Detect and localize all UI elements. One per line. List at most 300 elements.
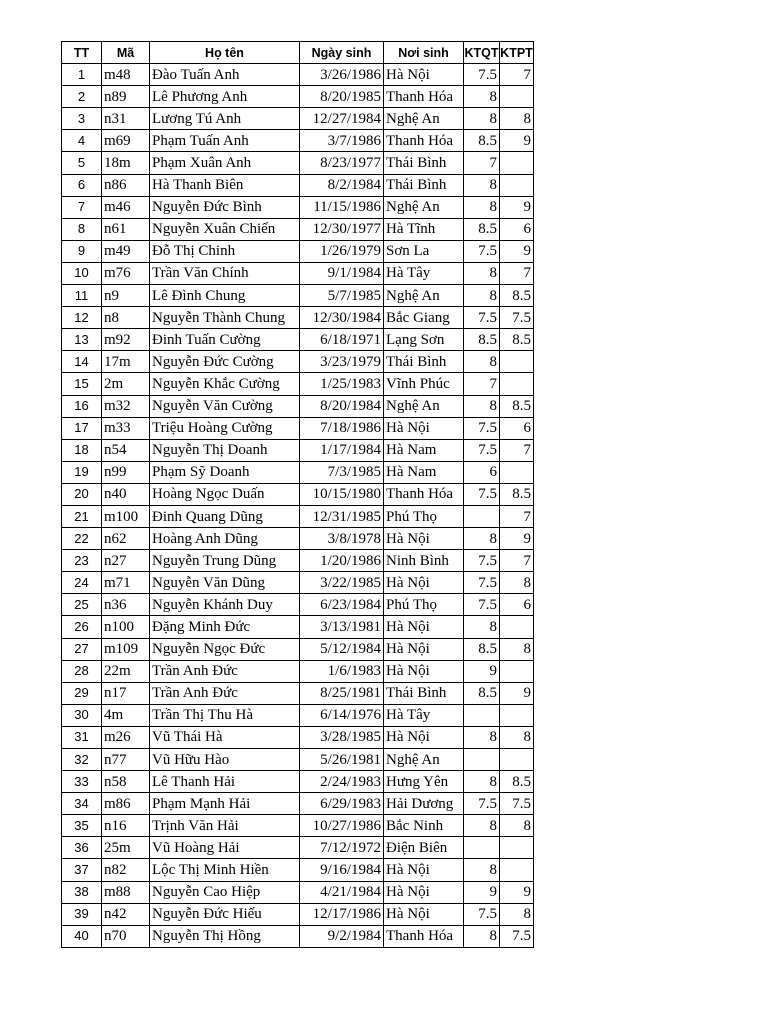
tt-cell: 1 xyxy=(62,64,102,86)
noi-sinh-cell: Thái Bình xyxy=(384,152,464,174)
ho-ten-cell: Nguyễn Thị Doanh xyxy=(150,439,300,461)
header-row xyxy=(62,42,534,64)
ktpt-cell xyxy=(500,461,534,483)
noi-sinh-cell: Hà Nội xyxy=(384,64,464,86)
table-row xyxy=(62,704,534,726)
tt-cell: 3 xyxy=(62,108,102,130)
ho-ten-cell: Lê Phương Anh xyxy=(150,86,300,108)
ho-ten-cell: Lê Đình Chung xyxy=(150,285,300,307)
ngay-sinh-cell: 4/21/1984 xyxy=(300,881,384,903)
ktqt-cell: 7.5 xyxy=(464,439,500,461)
ktqt-cell: 8 xyxy=(464,285,500,307)
ngay-sinh-cell: 7/18/1986 xyxy=(300,417,384,439)
ngay-sinh-cell: 1/20/1986 xyxy=(300,550,384,572)
ho-ten-cell: Vũ Hoàng Hải xyxy=(150,837,300,859)
ma-cell: n31 xyxy=(102,108,150,130)
ho-ten-cell: Lương Tú Anh xyxy=(150,108,300,130)
ktqt-cell: 8 xyxy=(464,262,500,284)
ngay-sinh-cell: 9/2/1984 xyxy=(300,925,384,947)
ma-cell: m46 xyxy=(102,196,150,218)
ho-ten-cell: Nguyễn Văn Cường xyxy=(150,395,300,417)
table-row xyxy=(62,395,534,417)
ktpt-cell: 9 xyxy=(500,881,534,903)
ktqt-cell: 8.5 xyxy=(464,218,500,240)
table-row xyxy=(62,815,534,837)
tt-cell: 32 xyxy=(62,749,102,771)
ktqt-cell: 7.5 xyxy=(464,903,500,925)
ho-ten-cell: Vũ Thái Hà xyxy=(150,726,300,748)
ktqt-cell: 8 xyxy=(464,859,500,881)
noi-sinh-cell: Sơn La xyxy=(384,240,464,262)
tt-cell: 6 xyxy=(62,174,102,196)
noi-sinh-cell: Hà Nội xyxy=(384,903,464,925)
table-row xyxy=(62,483,534,505)
column-header-ktpt: KTPT xyxy=(500,42,534,64)
ktpt-cell: 9 xyxy=(500,196,534,218)
ngay-sinh-cell: 8/23/1977 xyxy=(300,152,384,174)
ho-ten-cell: Nguyễn Trung Dũng xyxy=(150,550,300,572)
ktpt-cell: 6 xyxy=(500,594,534,616)
tt-cell: 8 xyxy=(62,218,102,240)
ktqt-cell xyxy=(464,749,500,771)
ma-cell: n16 xyxy=(102,815,150,837)
table-row xyxy=(62,528,534,550)
ma-cell: n77 xyxy=(102,749,150,771)
table-row xyxy=(62,572,534,594)
tt-cell: 36 xyxy=(62,837,102,859)
ma-cell: m76 xyxy=(102,262,150,284)
noi-sinh-cell: Thái Bình xyxy=(384,174,464,196)
ho-ten-cell: Nguyễn Đức Bình xyxy=(150,196,300,218)
ho-ten-cell: Hoàng Anh Dũng xyxy=(150,528,300,550)
ma-cell: 17m xyxy=(102,351,150,373)
tt-cell: 20 xyxy=(62,483,102,505)
ktpt-cell xyxy=(500,660,534,682)
ngay-sinh-cell: 6/23/1984 xyxy=(300,594,384,616)
table-row xyxy=(62,682,534,704)
ho-ten-cell: Nguyễn Thành Chung xyxy=(150,307,300,329)
ktqt-cell: 8 xyxy=(464,771,500,793)
ktqt-cell: 7.5 xyxy=(464,572,500,594)
noi-sinh-cell: Ninh Bình xyxy=(384,550,464,572)
ma-cell: m49 xyxy=(102,240,150,262)
ktpt-cell: 8 xyxy=(500,815,534,837)
ktqt-cell: 7.5 xyxy=(464,64,500,86)
ngay-sinh-cell: 2/24/1983 xyxy=(300,771,384,793)
table-row xyxy=(62,439,534,461)
ktqt-cell: 8 xyxy=(464,108,500,130)
ma-cell: 4m xyxy=(102,704,150,726)
ngay-sinh-cell: 3/23/1979 xyxy=(300,351,384,373)
noi-sinh-cell: Hà Tây xyxy=(384,704,464,726)
ngay-sinh-cell: 5/26/1981 xyxy=(300,749,384,771)
ngay-sinh-cell: 12/17/1986 xyxy=(300,903,384,925)
ngay-sinh-cell: 3/8/1978 xyxy=(300,528,384,550)
ktpt-cell: 8 xyxy=(500,108,534,130)
ngay-sinh-cell: 3/13/1981 xyxy=(300,616,384,638)
ktpt-cell xyxy=(500,351,534,373)
tt-cell: 19 xyxy=(62,461,102,483)
tt-cell: 40 xyxy=(62,925,102,947)
noi-sinh-cell: Hà Nội xyxy=(384,660,464,682)
ho-ten-cell: Trần Văn Chính xyxy=(150,262,300,284)
ktqt-cell xyxy=(464,704,500,726)
ktpt-cell: 7.5 xyxy=(500,925,534,947)
tt-cell: 7 xyxy=(62,196,102,218)
ktpt-cell: 7 xyxy=(500,550,534,572)
ho-ten-cell: Nguyễn Khắc Cường xyxy=(150,373,300,395)
table-row xyxy=(62,793,534,815)
ma-cell: n9 xyxy=(102,285,150,307)
ngay-sinh-cell: 6/14/1976 xyxy=(300,704,384,726)
ma-cell: 25m xyxy=(102,837,150,859)
ho-ten-cell: Vũ Hữu Hào xyxy=(150,749,300,771)
table-row xyxy=(62,285,534,307)
noi-sinh-cell: Lạng Sơn xyxy=(384,329,464,351)
tt-cell: 35 xyxy=(62,815,102,837)
ngay-sinh-cell: 6/29/1983 xyxy=(300,793,384,815)
table-row xyxy=(62,307,534,329)
ho-ten-cell: Trần Anh Đức xyxy=(150,660,300,682)
noi-sinh-cell: Hà Nội xyxy=(384,881,464,903)
ngay-sinh-cell: 8/25/1981 xyxy=(300,682,384,704)
noi-sinh-cell: Hà Nội xyxy=(384,417,464,439)
ma-cell: m92 xyxy=(102,329,150,351)
ma-cell: n99 xyxy=(102,461,150,483)
ktpt-cell: 7 xyxy=(500,64,534,86)
table-row xyxy=(62,505,534,527)
ho-ten-cell: Phạm Xuân Anh xyxy=(150,152,300,174)
ma-cell: m86 xyxy=(102,793,150,815)
ktqt-cell: 7.5 xyxy=(464,417,500,439)
tt-cell: 9 xyxy=(62,240,102,262)
ktpt-cell xyxy=(500,704,534,726)
tt-cell: 27 xyxy=(62,638,102,660)
noi-sinh-cell: Hà Nội xyxy=(384,726,464,748)
noi-sinh-cell: Nghệ An xyxy=(384,285,464,307)
ktpt-cell xyxy=(500,859,534,881)
table-row xyxy=(62,373,534,395)
noi-sinh-cell: Thái Bình xyxy=(384,351,464,373)
ma-cell: n54 xyxy=(102,439,150,461)
tt-cell: 10 xyxy=(62,262,102,284)
table-row xyxy=(62,351,534,373)
ho-ten-cell: Trần Anh Đức xyxy=(150,682,300,704)
ngay-sinh-cell: 8/20/1985 xyxy=(300,86,384,108)
ma-cell: m71 xyxy=(102,572,150,594)
ho-ten-cell: Hoàng Ngọc Duấn xyxy=(150,483,300,505)
ktqt-cell: 8 xyxy=(464,196,500,218)
ho-ten-cell: Nguyễn Thị Hồng xyxy=(150,925,300,947)
ma-cell: n27 xyxy=(102,550,150,572)
ktpt-cell: 7 xyxy=(500,262,534,284)
noi-sinh-cell: Nghệ An xyxy=(384,749,464,771)
table-row xyxy=(62,86,534,108)
ktqt-cell: 9 xyxy=(464,660,500,682)
table-row xyxy=(62,550,534,572)
noi-sinh-cell: Hà Tây xyxy=(384,262,464,284)
ktpt-cell: 8.5 xyxy=(500,285,534,307)
tt-cell: 2 xyxy=(62,86,102,108)
ma-cell: n62 xyxy=(102,528,150,550)
noi-sinh-cell: Phú Thọ xyxy=(384,594,464,616)
ktpt-cell: 9 xyxy=(500,240,534,262)
noi-sinh-cell: Nghệ An xyxy=(384,108,464,130)
tt-cell: 13 xyxy=(62,329,102,351)
table-row xyxy=(62,417,534,439)
ktqt-cell: 8 xyxy=(464,86,500,108)
ho-ten-cell: Trịnh Văn Hải xyxy=(150,815,300,837)
ho-ten-cell: Phạm Mạnh Hải xyxy=(150,793,300,815)
ngay-sinh-cell: 9/16/1984 xyxy=(300,859,384,881)
ma-cell: n36 xyxy=(102,594,150,616)
noi-sinh-cell: Nghệ An xyxy=(384,395,464,417)
ho-ten-cell: Lê Thanh Hải xyxy=(150,771,300,793)
noi-sinh-cell: Bắc Giang xyxy=(384,307,464,329)
ngay-sinh-cell: 3/7/1986 xyxy=(300,130,384,152)
ngay-sinh-cell: 7/12/1972 xyxy=(300,837,384,859)
noi-sinh-cell: Thanh Hóa xyxy=(384,86,464,108)
tt-cell: 26 xyxy=(62,616,102,638)
ngay-sinh-cell: 3/26/1986 xyxy=(300,64,384,86)
ngay-sinh-cell: 12/30/1984 xyxy=(300,307,384,329)
ho-ten-cell: Nguyễn Cao Hiệp xyxy=(150,881,300,903)
ktpt-cell xyxy=(500,373,534,395)
ktqt-cell: 8 xyxy=(464,726,500,748)
table-row xyxy=(62,174,534,196)
ktqt-cell: 7 xyxy=(464,373,500,395)
ngay-sinh-cell: 12/27/1984 xyxy=(300,108,384,130)
ma-cell: n82 xyxy=(102,859,150,881)
ktpt-cell: 8 xyxy=(500,903,534,925)
noi-sinh-cell: Thái Bình xyxy=(384,682,464,704)
ho-ten-cell: Đặng Minh Đức xyxy=(150,616,300,638)
ktqt-cell: 8.5 xyxy=(464,638,500,660)
noi-sinh-cell: Vĩnh Phúc xyxy=(384,373,464,395)
noi-sinh-cell: Thanh Hóa xyxy=(384,483,464,505)
ngay-sinh-cell: 5/12/1984 xyxy=(300,638,384,660)
ma-cell: m109 xyxy=(102,638,150,660)
table-row xyxy=(62,925,534,947)
ktpt-cell: 9 xyxy=(500,682,534,704)
ma-cell: m48 xyxy=(102,64,150,86)
tt-cell: 15 xyxy=(62,373,102,395)
tt-cell: 12 xyxy=(62,307,102,329)
noi-sinh-cell: Hà Nam xyxy=(384,439,464,461)
tt-cell: 18 xyxy=(62,439,102,461)
ma-cell: n42 xyxy=(102,903,150,925)
noi-sinh-cell: Hà Tĩnh xyxy=(384,218,464,240)
column-header-ktqt: KTQT xyxy=(464,42,500,64)
table-row xyxy=(62,749,534,771)
ktpt-cell: 9 xyxy=(500,528,534,550)
ma-cell: n70 xyxy=(102,925,150,947)
ho-ten-cell: Nguyễn Ngọc Đức xyxy=(150,638,300,660)
ho-ten-cell: Triệu Hoàng Cường xyxy=(150,417,300,439)
table-row xyxy=(62,859,534,881)
noi-sinh-cell: Hà Nội xyxy=(384,638,464,660)
ktqt-cell: 8 xyxy=(464,395,500,417)
ktpt-cell: 6 xyxy=(500,218,534,240)
column-header-ma: Mã xyxy=(102,42,150,64)
noi-sinh-cell: Hải Dương xyxy=(384,793,464,815)
tt-cell: 17 xyxy=(62,417,102,439)
ma-cell: n61 xyxy=(102,218,150,240)
table-row xyxy=(62,726,534,748)
ktpt-cell: 8.5 xyxy=(500,771,534,793)
ktpt-cell: 9 xyxy=(500,130,534,152)
table-row xyxy=(62,108,534,130)
noi-sinh-cell: Bắc Ninh xyxy=(384,815,464,837)
ktqt-cell xyxy=(464,505,500,527)
ngay-sinh-cell: 6/18/1971 xyxy=(300,329,384,351)
noi-sinh-cell: Hà Nội xyxy=(384,528,464,550)
ma-cell: n86 xyxy=(102,174,150,196)
ho-ten-cell: Hà Thanh Biên xyxy=(150,174,300,196)
ktpt-cell: 8.5 xyxy=(500,395,534,417)
ngay-sinh-cell: 1/25/1983 xyxy=(300,373,384,395)
noi-sinh-cell: Hà Nội xyxy=(384,616,464,638)
ho-ten-cell: Phạm Tuấn Anh xyxy=(150,130,300,152)
ktqt-cell: 7.5 xyxy=(464,307,500,329)
table-row xyxy=(62,638,534,660)
ho-ten-cell: Đinh Tuấn Cường xyxy=(150,329,300,351)
table-row xyxy=(62,616,534,638)
tt-cell: 33 xyxy=(62,771,102,793)
ktpt-cell: 7.5 xyxy=(500,307,534,329)
table-row xyxy=(62,660,534,682)
table-row xyxy=(62,329,534,351)
ho-ten-cell: Nguyễn Văn Dũng xyxy=(150,572,300,594)
ngay-sinh-cell: 7/3/1985 xyxy=(300,461,384,483)
ho-ten-cell: Đào Tuấn Anh xyxy=(150,64,300,86)
ho-ten-cell: Đinh Quang Dũng xyxy=(150,505,300,527)
ktpt-cell: 7.5 xyxy=(500,793,534,815)
table-row xyxy=(62,64,534,86)
noi-sinh-cell: Hà Nam xyxy=(384,461,464,483)
ktpt-cell xyxy=(500,837,534,859)
tt-cell: 29 xyxy=(62,682,102,704)
table-row xyxy=(62,837,534,859)
ngay-sinh-cell: 12/30/1977 xyxy=(300,218,384,240)
ktpt-cell xyxy=(500,616,534,638)
ktqt-cell: 7.5 xyxy=(464,240,500,262)
table-body xyxy=(62,64,534,948)
ngay-sinh-cell: 9/1/1984 xyxy=(300,262,384,284)
ngay-sinh-cell: 11/15/1986 xyxy=(300,196,384,218)
tt-cell: 31 xyxy=(62,726,102,748)
ho-ten-cell: Nguyễn Xuân Chiến xyxy=(150,218,300,240)
ma-cell: n58 xyxy=(102,771,150,793)
tt-cell: 24 xyxy=(62,572,102,594)
ngay-sinh-cell: 5/7/1985 xyxy=(300,285,384,307)
ktpt-cell: 8.5 xyxy=(500,483,534,505)
ktqt-cell: 8 xyxy=(464,351,500,373)
ngay-sinh-cell: 12/31/1985 xyxy=(300,505,384,527)
ktpt-cell: 8 xyxy=(500,638,534,660)
column-header-noi-sinh: Nơi sinh xyxy=(384,42,464,64)
ma-cell: m33 xyxy=(102,417,150,439)
ktqt-cell: 7.5 xyxy=(464,793,500,815)
ngay-sinh-cell: 10/27/1986 xyxy=(300,815,384,837)
ktqt-cell: 8 xyxy=(464,815,500,837)
ma-cell: 22m xyxy=(102,660,150,682)
noi-sinh-cell: Thanh Hóa xyxy=(384,925,464,947)
ktpt-cell: 7 xyxy=(500,505,534,527)
ktqt-cell: 8.5 xyxy=(464,329,500,351)
table-row xyxy=(62,461,534,483)
ngay-sinh-cell: 1/17/1984 xyxy=(300,439,384,461)
ngay-sinh-cell: 10/15/1980 xyxy=(300,483,384,505)
tt-cell: 34 xyxy=(62,793,102,815)
noi-sinh-cell: Phú Thọ xyxy=(384,505,464,527)
table-row xyxy=(62,881,534,903)
ngay-sinh-cell: 3/28/1985 xyxy=(300,726,384,748)
ho-ten-cell: Nguyễn Đức Cường xyxy=(150,351,300,373)
ma-cell: n17 xyxy=(102,682,150,704)
tt-cell: 25 xyxy=(62,594,102,616)
column-header-tt: TT xyxy=(62,42,102,64)
tt-cell: 23 xyxy=(62,550,102,572)
ktqt-cell: 7.5 xyxy=(464,483,500,505)
ktqt-cell: 7.5 xyxy=(464,550,500,572)
table-row xyxy=(62,903,534,925)
ma-cell: 18m xyxy=(102,152,150,174)
ho-ten-cell: Trần Thị Thu Hà xyxy=(150,704,300,726)
ma-cell: m32 xyxy=(102,395,150,417)
ngay-sinh-cell: 1/26/1979 xyxy=(300,240,384,262)
tt-cell: 21 xyxy=(62,505,102,527)
ktpt-cell: 8.5 xyxy=(500,329,534,351)
table-row xyxy=(62,218,534,240)
ma-cell: m69 xyxy=(102,130,150,152)
ktpt-cell xyxy=(500,86,534,108)
ktpt-cell: 8 xyxy=(500,572,534,594)
ma-cell: n89 xyxy=(102,86,150,108)
table-row xyxy=(62,240,534,262)
tt-cell: 4 xyxy=(62,130,102,152)
noi-sinh-cell: Hà Nội xyxy=(384,572,464,594)
tt-cell: 22 xyxy=(62,528,102,550)
tt-cell: 28 xyxy=(62,660,102,682)
noi-sinh-cell: Nghệ An xyxy=(384,196,464,218)
noi-sinh-cell: Hưng Yên xyxy=(384,771,464,793)
table-row xyxy=(62,196,534,218)
ktpt-cell: 7 xyxy=(500,439,534,461)
ktqt-cell xyxy=(464,837,500,859)
ktqt-cell: 7.5 xyxy=(464,594,500,616)
tt-cell: 5 xyxy=(62,152,102,174)
tt-cell: 16 xyxy=(62,395,102,417)
tt-cell: 37 xyxy=(62,859,102,881)
tt-cell: 39 xyxy=(62,903,102,925)
ktqt-cell: 7 xyxy=(464,152,500,174)
ho-ten-cell: Lộc Thị Minh Hiền xyxy=(150,859,300,881)
column-header-ho-ten: Họ tên xyxy=(150,42,300,64)
ma-cell: n8 xyxy=(102,307,150,329)
noi-sinh-cell: Thanh Hóa xyxy=(384,130,464,152)
ho-ten-cell: Đỗ Thị Chinh xyxy=(150,240,300,262)
ma-cell: n100 xyxy=(102,616,150,638)
table-row xyxy=(62,594,534,616)
table-row xyxy=(62,130,534,152)
ngay-sinh-cell: 8/20/1984 xyxy=(300,395,384,417)
tt-cell: 11 xyxy=(62,285,102,307)
table-row xyxy=(62,262,534,284)
ktqt-cell: 8 xyxy=(464,174,500,196)
ktqt-cell: 9 xyxy=(464,881,500,903)
ktpt-cell xyxy=(500,749,534,771)
